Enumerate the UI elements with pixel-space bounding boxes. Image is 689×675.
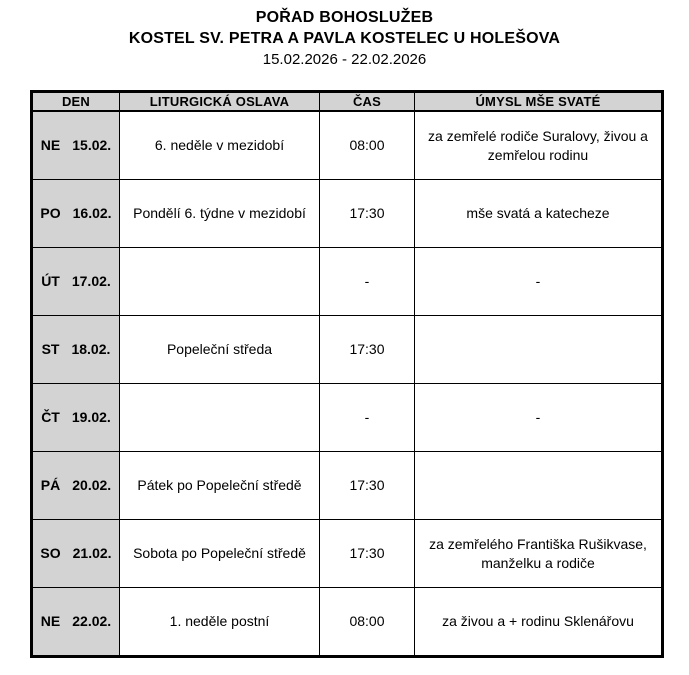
intention-cell: - <box>415 384 663 452</box>
time-cell: 17:30 <box>320 452 415 520</box>
time-cell: - <box>320 384 415 452</box>
table-header-row <box>32 92 663 112</box>
celebration-cell: 6. neděle v mezidobí <box>120 111 320 180</box>
table-row <box>32 180 663 248</box>
table-row <box>32 588 663 657</box>
celebration-cell: 1. neděle postní <box>120 588 320 657</box>
day-cell <box>32 248 120 316</box>
church-name: KOSTEL SV. PETRA A PAVLA KOSTELEC U HOLEŠOVA <box>128 30 561 47</box>
celebration-cell <box>120 248 320 316</box>
celebration-cell: Sobota po Popeleční středě <box>120 520 320 588</box>
date-range: 15.02.2026 - 22.02.2026 <box>262 51 427 68</box>
intention-cell: za zemřelého Františka Rušikvase, manželku a rodiče <box>415 520 663 588</box>
column-header-celebration: LITURGICKÁ OSLAVA <box>120 92 320 112</box>
day-cell <box>32 316 120 384</box>
column-header-day: DEN <box>32 92 120 112</box>
intention-cell <box>415 452 663 520</box>
table-row <box>32 248 663 316</box>
table-row <box>32 316 663 384</box>
day-date: 19.02. <box>71 409 111 425</box>
column-header-time: ČAS <box>320 92 415 112</box>
day-abbr: NE <box>40 613 61 629</box>
day-cell <box>32 520 120 588</box>
page-title: POŘAD BOHOSLUŽEB <box>255 9 434 26</box>
column-header-intention: ÚMYSL MŠE SVATÉ <box>415 92 663 112</box>
celebration-cell <box>120 384 320 452</box>
time-cell: 17:30 <box>320 316 415 384</box>
table-row <box>32 111 663 180</box>
day-date: 16.02. <box>72 205 112 221</box>
day-cell <box>32 384 120 452</box>
celebration-cell: Pondělí 6. týdne v mezidobí <box>120 180 320 248</box>
day-abbr: ST <box>41 341 60 357</box>
time-cell: - <box>320 248 415 316</box>
table-row <box>32 520 663 588</box>
time-cell: 08:00 <box>320 588 415 657</box>
intention-cell: za zemřelé rodiče Suralovy, živou a zemřelou rodinu <box>415 111 663 180</box>
day-cell <box>32 111 120 180</box>
day-cell <box>32 452 120 520</box>
table-row <box>32 384 663 452</box>
day-abbr: ČT <box>41 409 60 425</box>
day-abbr: PO <box>40 205 61 221</box>
time-cell: 08:00 <box>320 111 415 180</box>
day-abbr: NE <box>40 137 61 153</box>
mass-schedule-table <box>30 90 664 658</box>
document-header <box>0 7 689 70</box>
day-date: 18.02. <box>71 341 111 357</box>
day-date: 15.02. <box>72 137 112 153</box>
celebration-cell: Popeleční středa <box>120 316 320 384</box>
celebration-cell: Pátek po Popeleční středě <box>120 452 320 520</box>
intention-cell: mše svatá a katecheze <box>415 180 663 248</box>
day-cell <box>32 588 120 657</box>
day-cell <box>32 180 120 248</box>
intention-cell <box>415 316 663 384</box>
day-date: 20.02. <box>72 477 112 493</box>
day-date: 21.02. <box>72 545 112 561</box>
table-row <box>32 452 663 520</box>
day-date: 22.02. <box>72 613 112 629</box>
intention-cell: - <box>415 248 663 316</box>
day-abbr: PÁ <box>40 477 61 493</box>
time-cell: 17:30 <box>320 180 415 248</box>
intention-cell: za živou a + rodinu Sklenářovu <box>415 588 663 657</box>
day-date: 17.02. <box>71 273 111 289</box>
day-abbr: ÚT <box>41 273 60 289</box>
time-cell: 17:30 <box>320 520 415 588</box>
day-abbr: SO <box>40 545 61 561</box>
